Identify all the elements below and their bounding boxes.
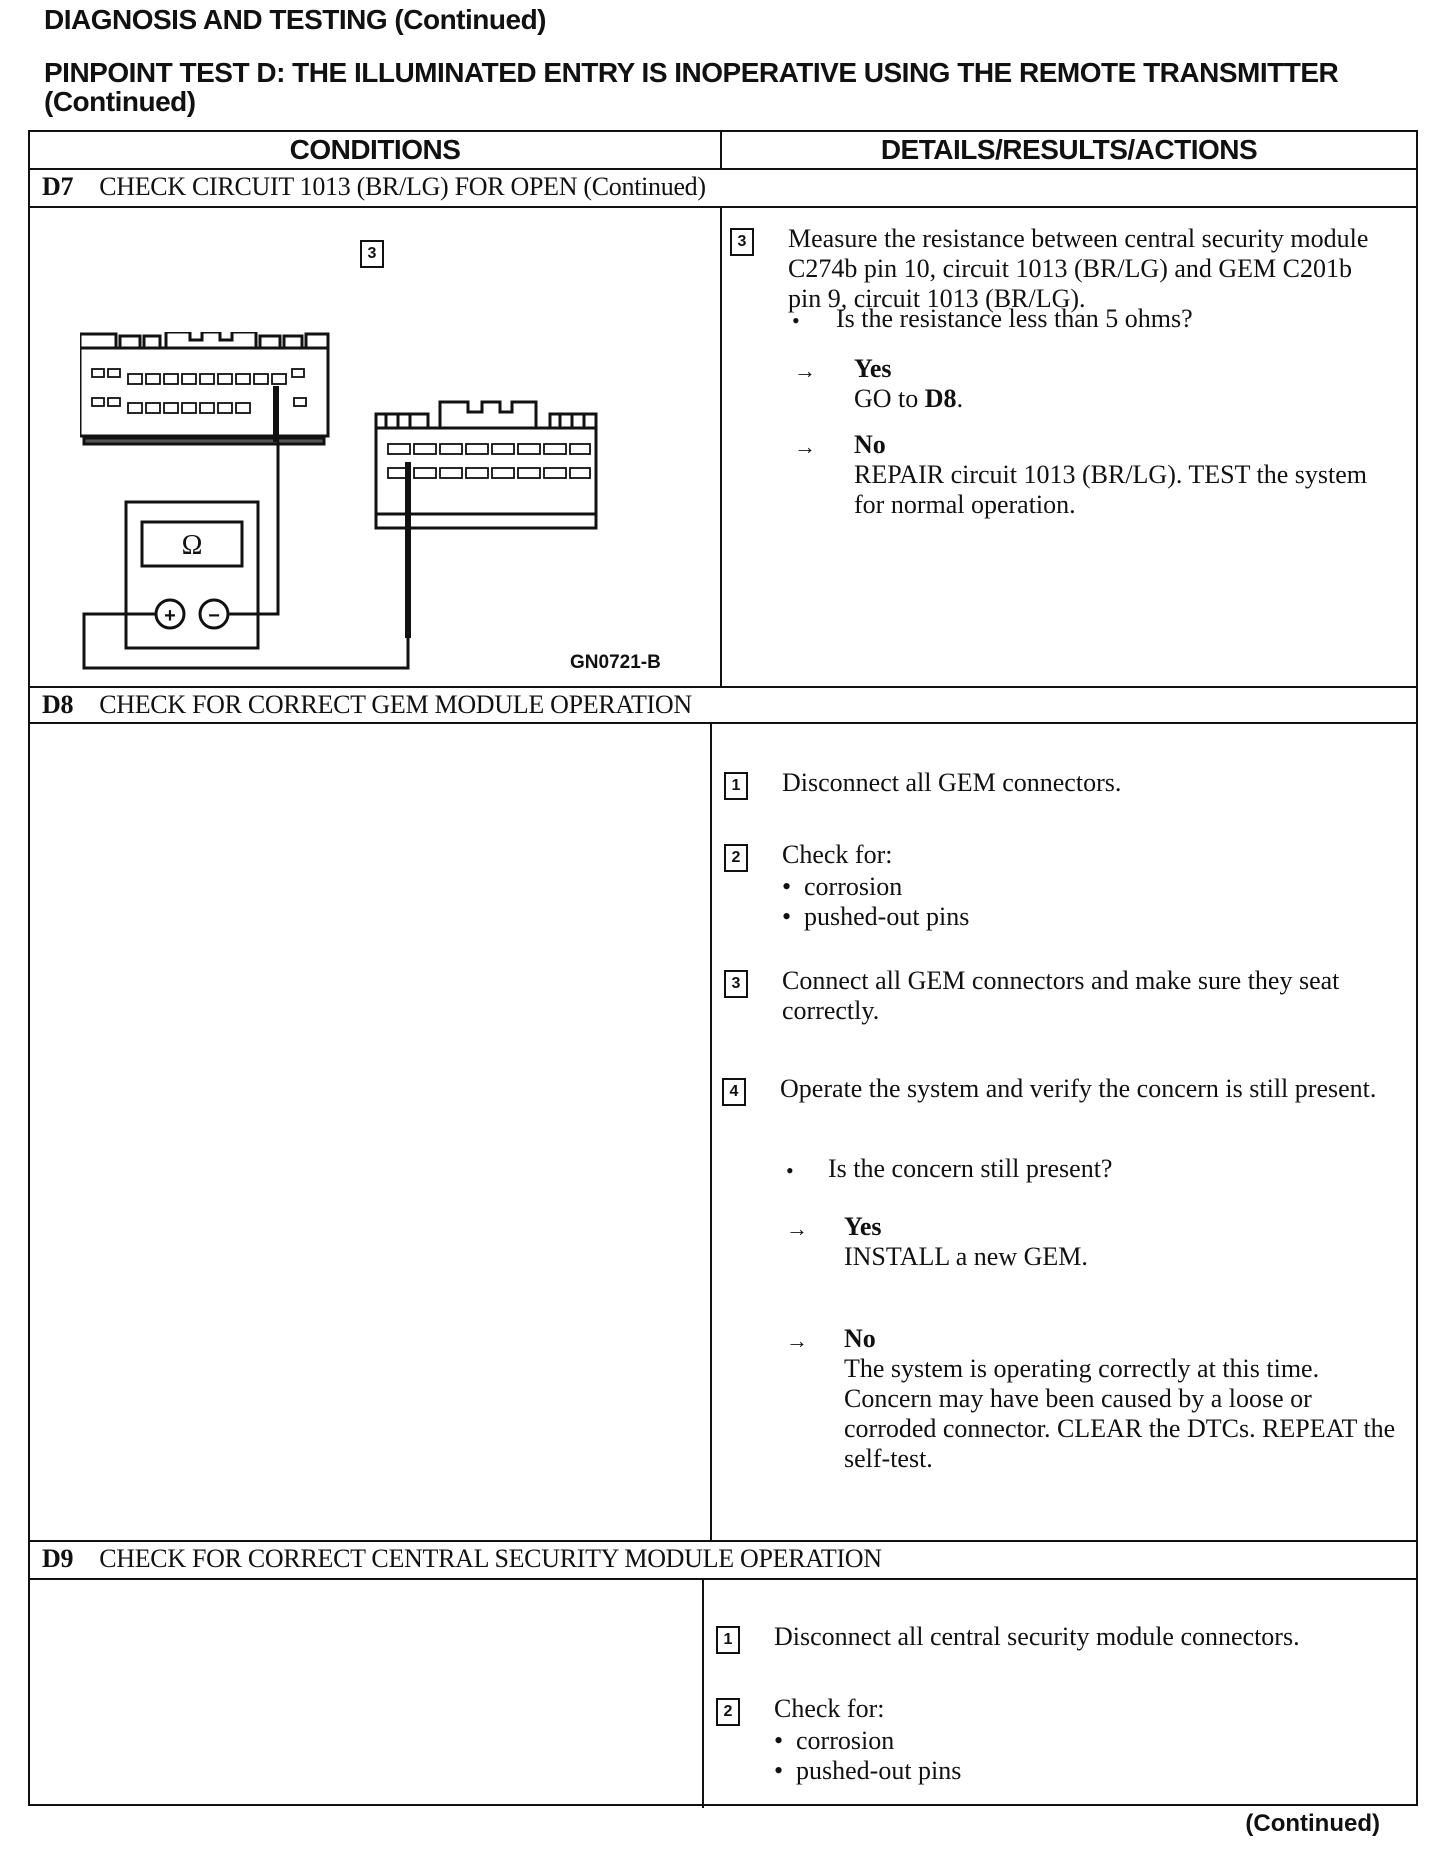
column-header-details: DETAILS/RESULTS/ACTIONS [880,134,1258,165]
step-box-3: 3 [724,970,748,998]
d8-no-action: The system is operating correctly at this time. Concern may have been caused by a loose or corroded connector. CLEAR the DTCs. REPEAT the self-test. [844,1354,1396,1473]
d9-step-2-text: Check for: [774,1694,885,1723]
d8-step-3-text: Connect all GEM connectors and make sure they seat correctly. [782,966,1340,1025]
rule [30,1540,1416,1542]
d7-yes-label: Yes [854,354,892,383]
step-heading-d7: D7 CHECK CIRCUIT 1013 (BR/LG) FOR OPEN (Continued) [42,172,706,201]
column-header-conditions: CONDITIONS [289,134,461,165]
rule [30,686,1416,688]
arrow-icon: → [794,434,816,459]
rule [710,722,712,1540]
d8-yes-label: Yes [844,1212,882,1241]
d7-step-3-text: Measure the resistance between central security module C274b pin 10, circuit 1013 (BR/LG) and GEM C201b pin 9, circuit 1013 (BR/LG). [788,224,1369,313]
rule [30,168,1416,170]
step-heading-d9: D9 CHECK FOR CORRECT CENTRAL SECURITY MODULE OPERATION [42,1544,882,1573]
bullet: • [792,308,800,333]
connector-c274b [80,332,328,444]
ohm-symbol: Ω [181,530,203,561]
step-box-1: 1 [724,772,748,800]
minus-terminal-label: − [208,605,220,627]
continued-footer: (Continued) [1245,1810,1380,1837]
rule [30,206,1416,208]
step-heading-d8: D8 CHECK FOR CORRECT GEM MODULE OPERATION [42,690,692,719]
d8-check-item: • pushed-out pins [782,902,970,931]
d8-step-1-text: Disconnect all GEM connectors. [782,768,1122,797]
d7-no-action: REPAIR circuit 1013 (BR/LG). TEST the system for normal operation. [854,460,1368,519]
d8-step-2-text: Check for: [782,840,893,869]
bullet: • [786,1158,794,1183]
ohmmeter-connector-diagram [80,332,680,672]
figure-step-box: 3 [360,240,384,268]
d9-step-1-text: Disconnect all central security module connectors. [774,1622,1300,1651]
step-box-4: 4 [722,1078,746,1106]
rule [720,132,722,168]
rule [30,1578,1416,1580]
arrow-icon: → [786,1216,808,1241]
d8-no-label: No [844,1324,876,1353]
step-box-2: 2 [724,844,748,872]
step-box-2: 2 [716,1698,740,1726]
step-box-1: 1 [716,1626,740,1654]
rule [720,206,722,686]
d8-question: Is the concern still present? [828,1154,1113,1183]
d7-question: Is the resistance less than 5 ohms? [836,304,1193,333]
pinpoint-test-title: PINPOINT TEST D: THE ILLUMINATED ENTRY IS INOPERATIVE USING THE REMOTE TRANSMITTER (Continued) [44,57,1339,117]
d9-check-item: • corrosion [774,1726,895,1755]
page-title: DIAGNOSIS AND TESTING (Continued) [44,4,546,35]
d7-no-label: No [854,430,886,459]
plus-terminal-label: + [164,605,176,627]
rule [702,1578,704,1808]
d7-yes-action: GO to D8. [854,384,964,413]
ohmmeter [126,502,258,648]
rule [30,722,1416,724]
d9-check-item: • pushed-out pins [774,1756,962,1785]
d8-check-item: • corrosion [782,872,903,901]
figure-id: GN0721-B [570,652,661,673]
d8-yes-action: INSTALL a new GEM. [844,1242,1088,1271]
d8-step-4-text: Operate the system and verify the concern is still present. [780,1074,1377,1103]
arrow-icon: → [786,1328,808,1353]
arrow-icon: → [794,358,816,383]
step-box-3: 3 [730,228,754,256]
pinpoint-test-table [28,130,1418,1806]
